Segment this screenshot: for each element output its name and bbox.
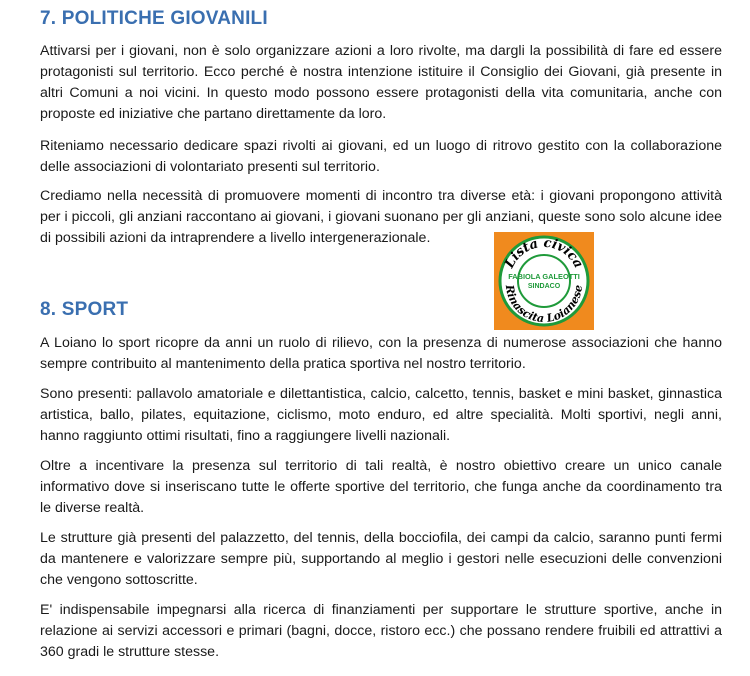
logo-role: SINDACO — [527, 283, 561, 290]
paragraph: A Loiano lo sport ricopre da anni un ruolo di rilievo, con la presenza di numerose associazioni che hanno sempre contribuito al mantenimento della pratica sportiva nel nostro territorio. — [40, 335, 722, 372]
paragraph: Attivarsi per i giovani, non è solo organizzare azioni a loro rivolte, ma dargli la possibilità di fare ed essere protagonisti sul territorio. Ecco perché è nostra intenzione istituire il Consiglio dei Giovani, già presente in altri Comuni a noi vicini. In questo modo possono essere protagonisti della vita comunitaria, anche con proposte ed iniziative che partano direttamente da loro. — [40, 43, 722, 122]
lista-civica-logo — [494, 232, 594, 330]
logo-name: FABIOLA GALEOTTI — [508, 272, 580, 281]
paragraph: Le strutture già presenti del palazzetto, del tennis, della bocciofila, dei campi da calcio, saranno punti fermi da mantenere e valorizzare sempre più, supportando al meglio i gestori nelle esecuzioni delle convenzioni che vengono sottoscritte. — [40, 530, 722, 588]
paragraph: Crediamo nella necessità di promuovere momenti di incontro tra diverse età: i giovani propongono attività per i piccoli, gli anziani raccontano ai giovani, i giovani suonano per gli anziani, queste sono solo alcune idee di possibili azioni da intraprendere a livello intergenerazionale. — [40, 188, 722, 246]
paragraph: Riteniamo necessario dedicare spazi rivolti ai giovani, ed un luogo di ritrovo gestito con la collaborazione delle associazioni di volontariato presenti sul territorio. — [40, 138, 722, 175]
paragraph: Oltre a incentivare la presenza sul territorio di tali realtà, è nostro obiettivo creare un unico canale informativo dove si inseriscano tutte le offerte sportive del territorio, che funga anche da coordinamento tra le diverse realtà. — [40, 458, 722, 516]
paragraph: E' indispensabile impegnarsi alla ricerca di finanziamenti per supportare le strutture sportive, anche in relazione ai servizi accessori e primari (bagni, docce, ristoro ecc.) che possano rendere fruibili ed attrattivi a 360 gradi le strutture stesse. — [40, 602, 722, 660]
logo-top-text: Lista civica — [502, 235, 586, 271]
section-heading-politiche-giovanili: 7. POLITICHE GIOVANILI — [40, 8, 268, 29]
logo-bottom-text: Rinascita Loianese — [502, 283, 586, 326]
paragraph: Sono presenti: pallavolo amatoriale e dilettantistica, calcio, calcetto, tennis, basket e mini basket, ginnastica artistica, ballo, pilates, equitazione, ciclismo, moto enduro, ed altre specialità. Molti sportivi, negli anni, hanno raggiunto ottimi risultati, fino a raggiungere livelli nazionali. — [40, 386, 722, 444]
section-heading-sport: 8. SPORT — [40, 299, 129, 320]
